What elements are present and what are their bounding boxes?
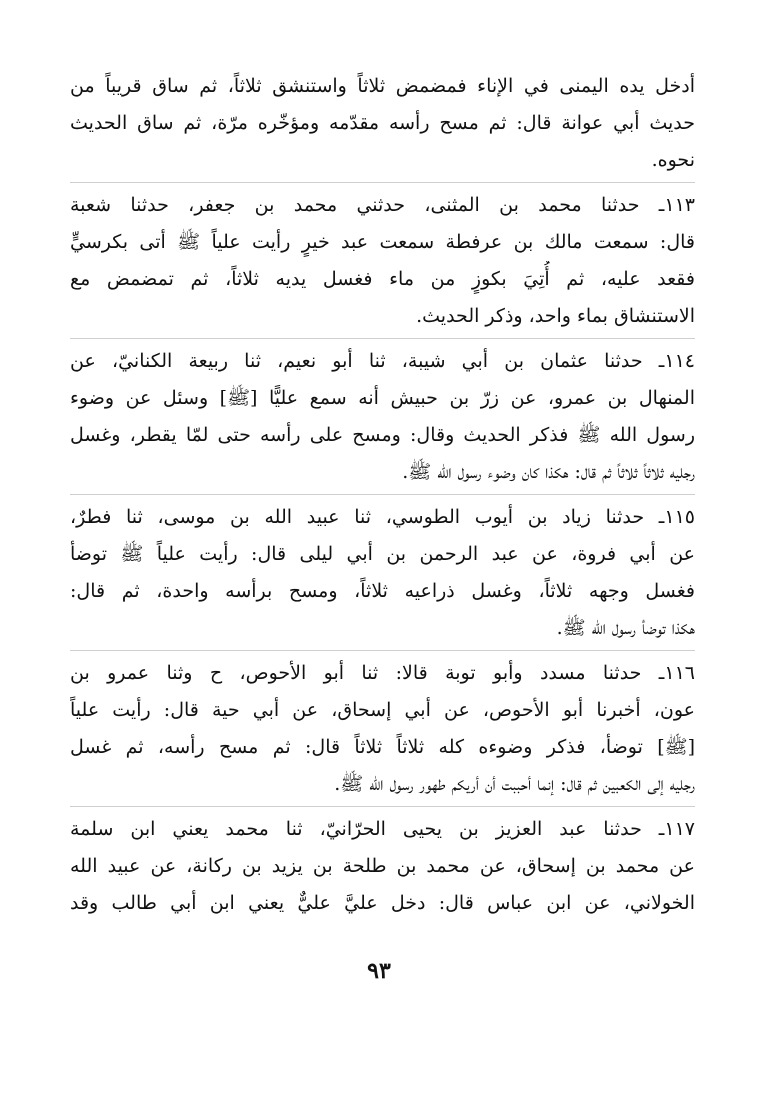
paragraph-divider [70,806,695,807]
hadith-114 [70,343,695,491]
text-line: هكذا توضأ رسول الله ﷺ. [556,617,695,639]
text-line: ١١٦ـ حدثنا مسدد وأبو توبة قالا: ثنا أبو الأحوص، ح وثنا عمرو بن [70,662,695,684]
text-line: المنهال بن عمرو، عن زرّ بن حبيش أنه سمع عليًّا [ﷺ] وسئل عن وضوء [70,387,695,409]
text-line: رسول الله ﷺ فذكر الحديث وقال: ومسح على رأسه حتى لمّا يقطر، وغسل [70,424,695,446]
text-line: عون، أخبرنا أبو الأحوص، عن أبي إسحاق، عن أبي حية قال: رأيت علياً [70,699,695,721]
text-line: ١١٧ـ حدثنا عبد العزيز بن يحيى الحرّانيّ، ثنا محمد يعني ابن سلمة [70,818,695,840]
text-line: فغسل وجهه ثلاثاً، وغسل ذراعيه ثلاثاً، ومسح برأسه واحدة، ثم قال: [70,580,695,602]
paragraph-divider [70,338,695,339]
text-line: ١١٥ـ حدثنا زياد بن أيوب الطوسي، ثنا عبيد الله بن موسى، ثنا فطرٌ، [70,506,695,528]
text-line: ١١٣ـ حدثنا محمد بن المثنى، حدثني محمد بن جعفر، حدثنا شعبة [70,194,695,216]
paragraph-divider [70,182,695,183]
text-line: الاستنشاق بماء واحد، وذكر الحديث. [416,305,695,327]
hadith-115 [70,499,695,647]
text-line: عن أبي فروة، عن عبد الرحمن بن أبي ليلى قال: رأيت علياً ﷺ توضأ [70,543,695,565]
page-number: ٩٣ [367,958,391,984]
paragraph-divider [70,494,695,495]
text-line: نحوه. [651,149,695,171]
text-line: ١١٤ـ حدثنا عثمان بن أبي شيبة، ثنا أبو نعيم، ثنا ربيعة الكنانيّ، عن [70,350,695,372]
text-line: حديث أبي عوانة قال: ثم مسح رأسه مقدّمه ومؤخّره مرّة، ثم ساق الحديث [70,112,695,134]
text-line: رجليه إلى الكعبين ثم قال: إنما أحببت أن أريكم طهور رسول الله ﷺ. [334,773,695,795]
hadith-117 [70,811,695,922]
paragraph-continuation [70,68,695,179]
hadith-113 [70,187,695,335]
text-line: رجليه ثلاثاً ثلاثاً ثم قال: هكذا كان وضوء رسول الله ﷺ. [402,461,695,483]
paragraph-divider [70,650,695,651]
hadith-116 [70,655,695,803]
text-line: عن محمد بن إسحاق، عن محمد بن طلحة بن يزيد بن ركانة، عن عبيد الله [70,855,695,877]
text-line: قال: سمعت مالك بن عرفطة سمعت عبد خيرٍ رأيت علياً ﷺ أتى بكرسيٍّ [70,231,695,253]
page-body [70,68,695,922]
text-line: الخولاني، عن ابن عباس قال: دخل عليَّ عليٌّ يعني ابن أبي طالب وقد [70,892,695,914]
text-line: [ﷺ] توضأ، فذكر وضوءه كله ثلاثاً ثلاثاً قال: ثم مسح رأسه، ثم غسل [70,736,695,758]
text-line: أدخل يده اليمنى في الإناء فمضمض ثلاثاً واستنشق ثلاثاً، ثم ساق قريباً من [70,75,695,97]
text-line: فقعد عليه، ثم أُتِيَ بكوزٍ من ماء فغسل يديه ثلاثاً، ثم تمضمض مع [70,268,695,290]
